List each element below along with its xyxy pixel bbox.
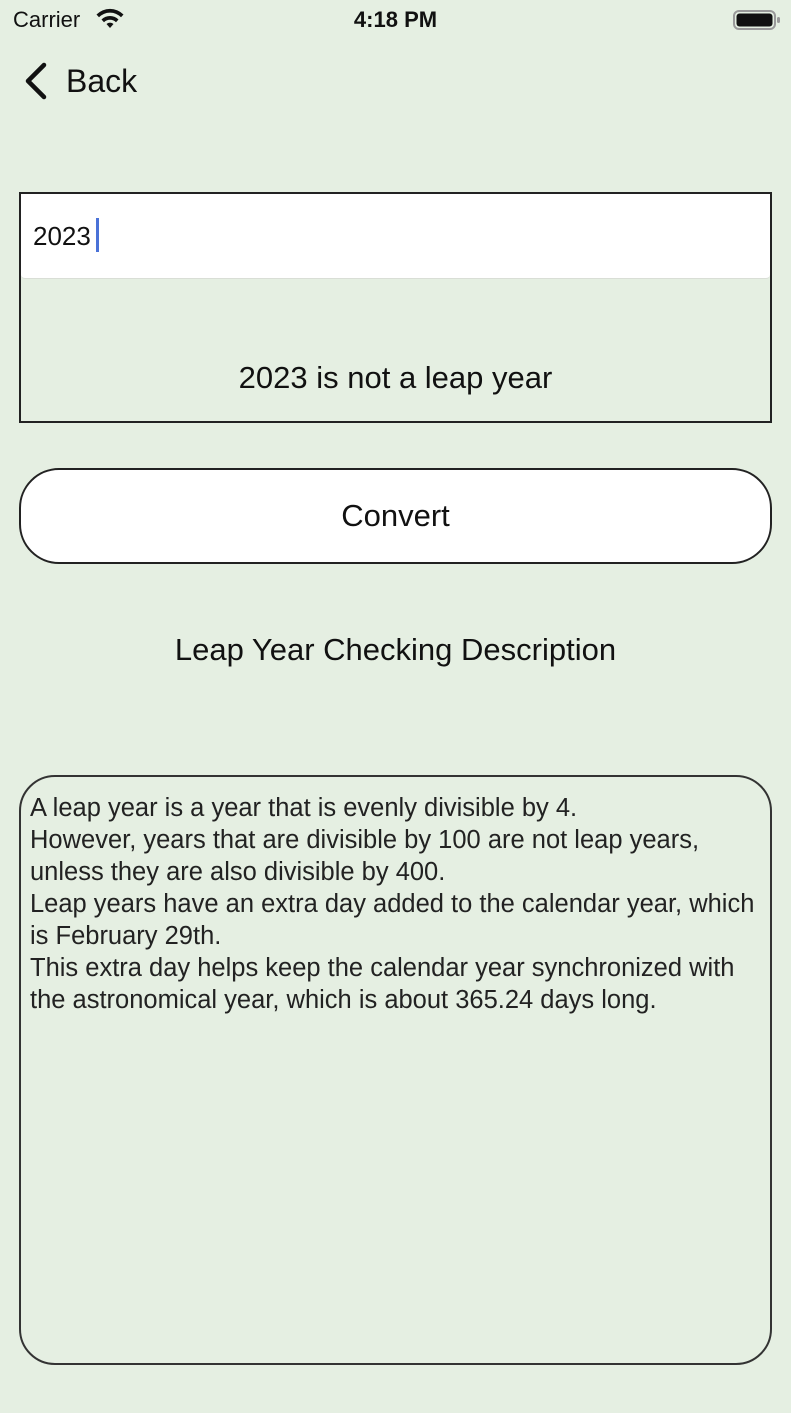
convert-button[interactable]: Convert [19, 468, 772, 564]
chevron-left-icon [22, 61, 50, 101]
back-label: Back [66, 62, 138, 99]
year-input[interactable] [21, 194, 770, 279]
carrier-label: Carrier [13, 7, 81, 32]
description-text-view[interactable]: A leap year is a year that is evenly divisible by 4. However, years that are divisible by 100 are not leap years, unless they are also divisible by 400. Leap years have an extra day added to the calendar year, which is February 29th. This extra day helps keep the calendar year synchronized with the astronomical year, which is about 365.24 days long. [19, 775, 772, 1365]
text-caret [96, 218, 99, 252]
result-label: 2023 is not a leap year [238, 360, 553, 395]
status-time: 4:18 PM [353, 7, 438, 32]
back-button[interactable] [22, 58, 137, 104]
description-title: Leap Year Checking Description [174, 632, 617, 667]
result-container [19, 192, 772, 423]
status-bar [0, 0, 791, 40]
battery-icon [733, 9, 781, 31]
